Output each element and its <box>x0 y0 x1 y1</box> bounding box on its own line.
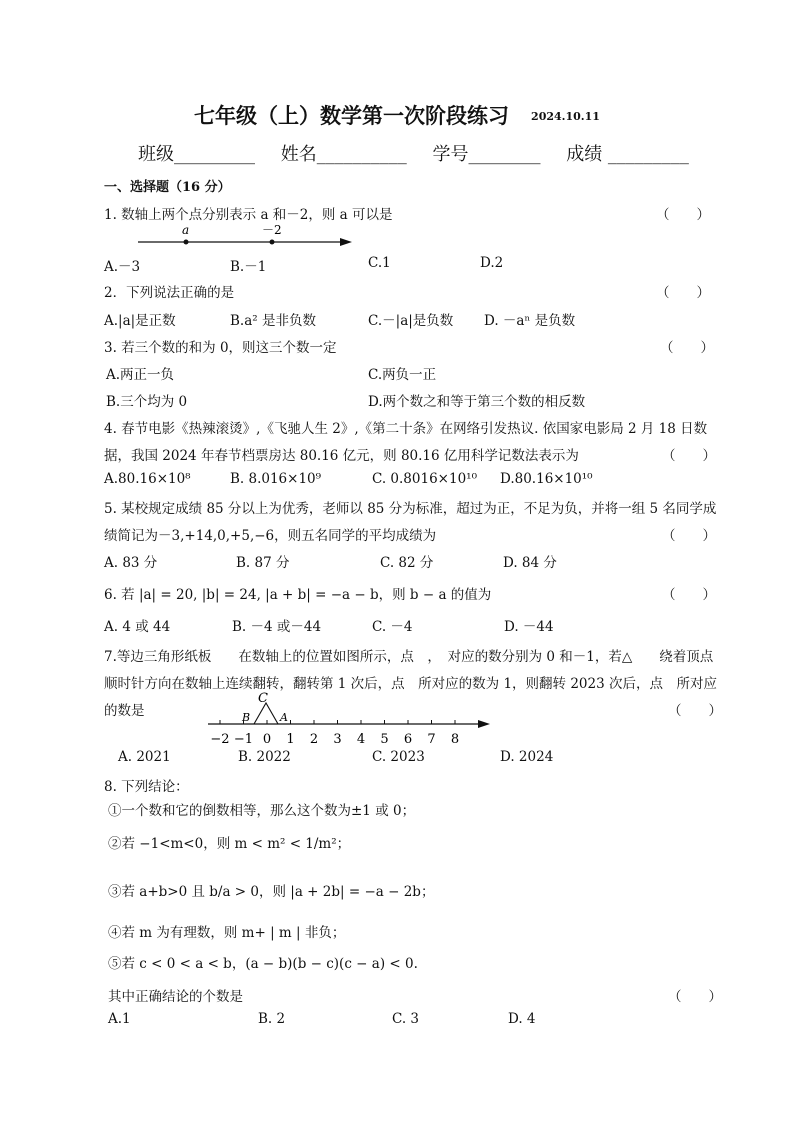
answer-paren-1[interactable]: （ ） <box>656 207 710 223</box>
name-field[interactable]: 姓名__________ <box>280 144 407 165</box>
q6-option-b[interactable]: B. －4 或－44 <box>232 619 322 635</box>
q8-option-c[interactable]: C. 3 <box>392 1011 420 1027</box>
q7-tick-label: 3 <box>333 732 342 747</box>
triangle-shape <box>254 703 278 724</box>
q7-tick-label: −1 <box>233 732 254 747</box>
student-id-field[interactable]: 学号________ <box>432 144 541 165</box>
q5-option-a[interactable]: A. 83 分 <box>104 555 158 571</box>
q8-option-a[interactable]: A.1 <box>108 1011 131 1027</box>
q3-option-d[interactable]: D.两个数之和等于第三个数的相反数 <box>368 394 586 410</box>
axis-label-a: a <box>182 223 190 237</box>
q2-option-c[interactable]: C.－|a|是负数 <box>368 313 454 329</box>
vertex-label-a: A <box>280 711 288 724</box>
question-7-line-1: 7.等边三角形纸板 在数轴上的位置如图所示，点 ， 对应的数分别为 0 和－1，若△ 绕着顶点 <box>104 649 714 665</box>
q2-option-b[interactable]: B.a² 是非负数 <box>230 313 316 329</box>
q6-option-d[interactable]: D. －44 <box>504 619 554 635</box>
q7-option-c[interactable]: C. 2023 <box>372 749 425 765</box>
question-5-line-1: 5. 某校规定成绩 85 分以上为优秀，老师以 85 分为标准，超过为正，不足为负，并将一组 5 名同学成 <box>104 501 717 517</box>
question-3-text: 3. 若三个数的和为 0，则这三个数一定 <box>104 340 337 356</box>
q7-tick-label: 5 <box>380 732 389 747</box>
question-1-text: 1. 数轴上两个点分别表示 a 和－2，则 a 可以是 <box>104 207 393 223</box>
exam-date: 2024.10.11 <box>531 110 600 123</box>
score-field[interactable]: 成绩 _________ <box>566 144 689 165</box>
title-text: 七年级（上）数学第一次阶段练习 <box>194 103 510 128</box>
q8-statement-3: ③若 a+b>0 且 b/a > 0，则 |a + 2b| = −a − 2b； <box>108 884 435 900</box>
axis-label-neg2: －2 <box>262 223 282 237</box>
question-8-text: 8. 下列结论： <box>104 779 189 795</box>
student-info-row <box>138 140 709 166</box>
q4-option-b[interactable]: B. 8.016×10⁹ <box>230 471 322 487</box>
q7-tick-label: 2 <box>309 732 319 747</box>
answer-paren-3[interactable]: （ ） <box>660 340 714 356</box>
q6-option-a[interactable]: A. 4 或 44 <box>104 619 171 635</box>
q8-statement-4: ④若 m 为有理数，则 m+ | m | 非负； <box>108 925 346 941</box>
question-1-number-line <box>130 222 370 252</box>
answer-paren-4[interactable]: （ ） <box>662 448 716 464</box>
q7-option-d[interactable]: D. 2024 <box>500 749 554 765</box>
q2-option-a[interactable]: A.|a|是正数 <box>104 313 176 329</box>
answer-paren-8[interactable]: （ ） <box>668 989 722 1005</box>
question-7-line-2: 顺时针方向在数轴上连续翻转，翻转第 1 次后，点 所对应的数为 1，则翻转 2023 次后，点 所对应 <box>104 676 717 692</box>
q1-option-b[interactable]: B.－1 <box>230 259 267 275</box>
q6-option-c[interactable]: C. －4 <box>372 619 413 635</box>
q7-option-b[interactable]: B. 2022 <box>238 749 291 765</box>
q7-tick-label: 6 <box>403 732 413 747</box>
q8-statement-1: ①一个数和它的倒数相等，那么这个数为±1 或 0； <box>108 803 416 819</box>
q8-statement-5: ⑤若 c < 0 < a < b，(a − b)(b − c)(c − a) < 0. <box>108 956 418 972</box>
vertex-label-c: C <box>258 691 268 706</box>
q7-tick-label: 8 <box>450 732 460 747</box>
q4-option-c[interactable]: C. 0.8016×10¹⁰ <box>372 471 477 487</box>
answer-paren-6[interactable]: （ ） <box>662 587 716 603</box>
question-4-line-1: 4. 春节电影《热辣滚烫》,《飞驰人生 2》,《第二十条》在网络引发热议. 依国家电影局 2 月 18 日数 <box>104 421 708 437</box>
q5-option-d[interactable]: D. 84 分 <box>503 555 557 571</box>
q8-option-d[interactable]: D. 4 <box>508 1011 536 1027</box>
answer-paren-7[interactable]: （ ） <box>668 703 722 719</box>
page-title <box>0 100 794 130</box>
q7-tick-label: 4 <box>356 732 366 747</box>
q8-statement-2: ②若 −1<m<0，则 m < m² < 1/m²； <box>108 836 351 852</box>
q7-tick-label: 7 <box>427 732 436 747</box>
q5-option-c[interactable]: C. 82 分 <box>380 555 434 571</box>
answer-paren-2[interactable]: （ ） <box>656 285 710 301</box>
q3-option-c[interactable]: C.两负一正 <box>368 367 437 383</box>
q1-option-c[interactable]: C.1 <box>368 255 391 271</box>
q2-option-d[interactable]: D. －aⁿ 是负数 <box>484 313 576 329</box>
q1-option-d[interactable]: D.2 <box>480 255 504 271</box>
q8-option-b[interactable]: B. 2 <box>258 1011 286 1027</box>
q4-option-d[interactable]: D.80.16×10¹⁰ <box>500 471 593 487</box>
q7-tick-label: −2 <box>210 732 230 747</box>
q7-tick-label: 0 <box>262 732 272 747</box>
question-7-number-line <box>200 688 500 748</box>
q1-option-a[interactable]: A.－3 <box>104 259 141 275</box>
class-field[interactable]: 班级_________ <box>138 144 255 165</box>
q7-tick-label: 1 <box>286 732 295 747</box>
question-2-text: 2．下列说法正确的是 <box>104 285 235 301</box>
q3-option-b[interactable]: B.三个均为 0 <box>106 394 188 410</box>
section-heading: 一、选择题（16 分） <box>104 180 231 195</box>
q5-option-b[interactable]: B. 87 分 <box>236 555 290 571</box>
question-6-text: 6. 若 |a| = 20, |b| = 24, |a + b| = −a − b，则 b − a 的值为 <box>104 587 492 603</box>
q8-tail-text: 其中正确结论的个数是 <box>108 989 243 1005</box>
q7-option-a[interactable]: A. 2021 <box>118 749 171 765</box>
vertex-label-b: B <box>242 711 251 724</box>
question-5-line-2: 绩简记为－3,+14,0,+5,−6，则五名同学的平均成绩为 <box>104 528 437 544</box>
answer-paren-5[interactable]: （ ） <box>662 528 716 544</box>
q3-option-a[interactable]: A.两正一负 <box>106 367 175 383</box>
q4-option-a[interactable]: A.80.16×10⁸ <box>104 471 191 487</box>
question-7-line-3: 的数是 <box>104 703 145 719</box>
question-4-line-2: 据，我国 2024 年春节档票房达 80.16 亿元，则 80.16 亿用科学记数法表示为 <box>104 448 579 464</box>
